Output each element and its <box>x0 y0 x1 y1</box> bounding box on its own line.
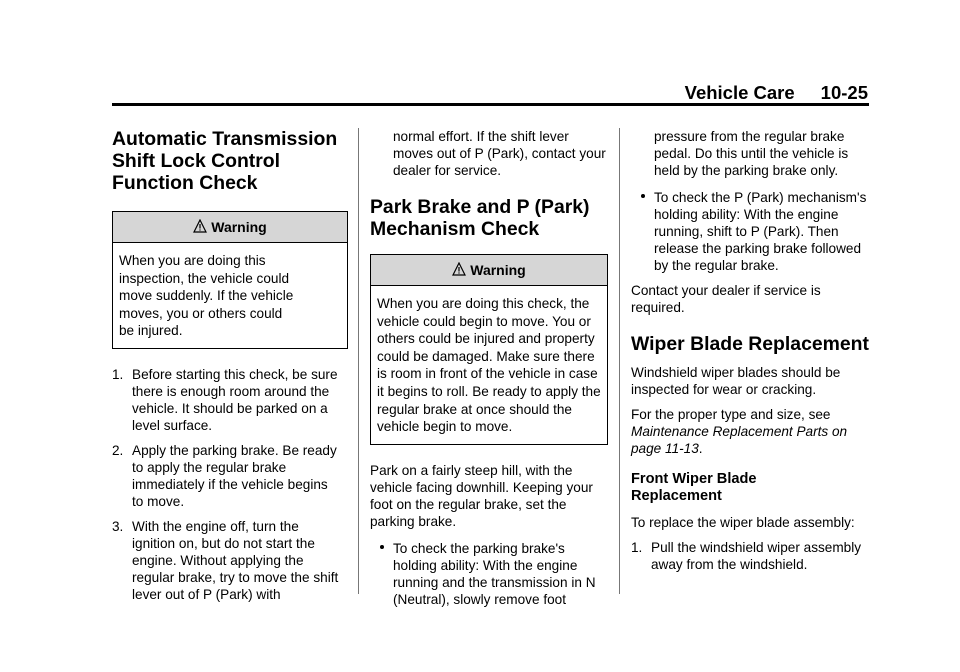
paragraph-wiper-intro: Windshield wiper blades should be inspected for wear or cracking. <box>631 365 841 397</box>
bullet-text: To check the P (Park) mechanism's holding ability: With the engine running, shift to P (Park). Then release the parking brake followed by the regular brake. <box>654 190 867 273</box>
column-divider <box>619 128 620 594</box>
list-item <box>631 189 869 274</box>
step-number: 2. <box>112 442 124 458</box>
header-page-number: 10-25 <box>820 82 868 103</box>
step-text: With the engine off, turn the ignition on, but do not start the engine. Without applying the regular brake, try to move the shift lever out of P (Park) with <box>132 518 339 602</box>
warning-box-shift-lock <box>112 211 348 349</box>
subsection-title-front-wiper: Front Wiper Blade Replacement <box>631 471 757 504</box>
column-1 <box>112 128 348 611</box>
reference-prefix: For the proper type and size, see <box>631 407 831 422</box>
step-number: 1. <box>631 540 643 555</box>
warning-text: When you are doing this check, the vehicle could begin to move. You or others could be injured and property could be damaged. Make sure there is room in front of the vehicle in case it begins to roll. Be ready to apply the regular brake at once should the vehicle begin to move. <box>377 296 601 435</box>
steps-list <box>112 366 348 603</box>
list-item <box>370 540 608 608</box>
paragraph-reference <box>631 406 869 457</box>
paragraph-contact: Contact your dealer if service is required. <box>631 283 821 315</box>
step-number: 1. <box>112 366 124 382</box>
section-title-shift-lock: Automatic Transmission Shift Lock Control Function Check <box>112 128 338 194</box>
warning-box-park-brake <box>370 254 608 445</box>
paragraph-replace-intro: To replace the wiper blade assembly: <box>631 515 855 530</box>
warning-header <box>113 212 347 243</box>
list-item <box>112 442 342 510</box>
column-2 <box>370 128 608 608</box>
warning-icon <box>193 213 207 227</box>
list-item <box>112 518 342 603</box>
paragraph-intro: Park on a fairly steep hill, with the vehicle facing downhill. Keeping your foot on the regular brake, set the parking brake. <box>370 462 593 529</box>
warning-label: Warning <box>211 219 267 235</box>
section-title-park-brake: Park Brake and P (Park) Mechanism Check <box>370 196 590 240</box>
reference-link[interactable]: Maintenance Replacement Parts on page 11-13 <box>631 424 848 456</box>
bullet-dot <box>380 545 384 549</box>
warning-label: Warning <box>470 262 526 278</box>
column-divider <box>358 128 359 594</box>
reference-suffix: . <box>698 441 703 456</box>
step-text: Before starting this check, be sure there is enough room around the vehicle. It should be parked on a level surface. <box>132 366 338 433</box>
header-rule <box>112 103 869 106</box>
bullet-dot <box>641 194 645 198</box>
warning-header <box>371 255 607 286</box>
warning-text: When you are doing this inspection, the vehicle could move suddenly. If the vehicle moves, you or others could be injured. <box>119 253 294 339</box>
column-3 <box>631 128 869 581</box>
continued-text: normal effort. If the shift lever moves out of P (Park), contact your dealer for service. <box>393 129 606 178</box>
step-number: 3. <box>112 518 124 534</box>
continued-text: pressure from the regular brake pedal. Do this until the vehicle is held by the parking brake only. <box>654 129 849 178</box>
page-header <box>112 83 868 103</box>
step-text: Apply the parking brake. Be ready to apply the regular brake immediately if the vehicle begins to move. <box>132 442 337 509</box>
header-section-title: Vehicle Care <box>684 82 795 103</box>
warning-icon <box>452 256 466 270</box>
bullet-text: To check the parking brake's holding ability: With the engine running and the transmission in N (Neutral), slowly remove foot <box>393 540 596 607</box>
step-text: Pull the windshield wiper assembly away from the windshield. <box>651 540 862 572</box>
section-title-wiper: Wiper Blade Replacement <box>631 333 869 355</box>
list-item <box>112 366 342 434</box>
list-item <box>631 539 869 573</box>
